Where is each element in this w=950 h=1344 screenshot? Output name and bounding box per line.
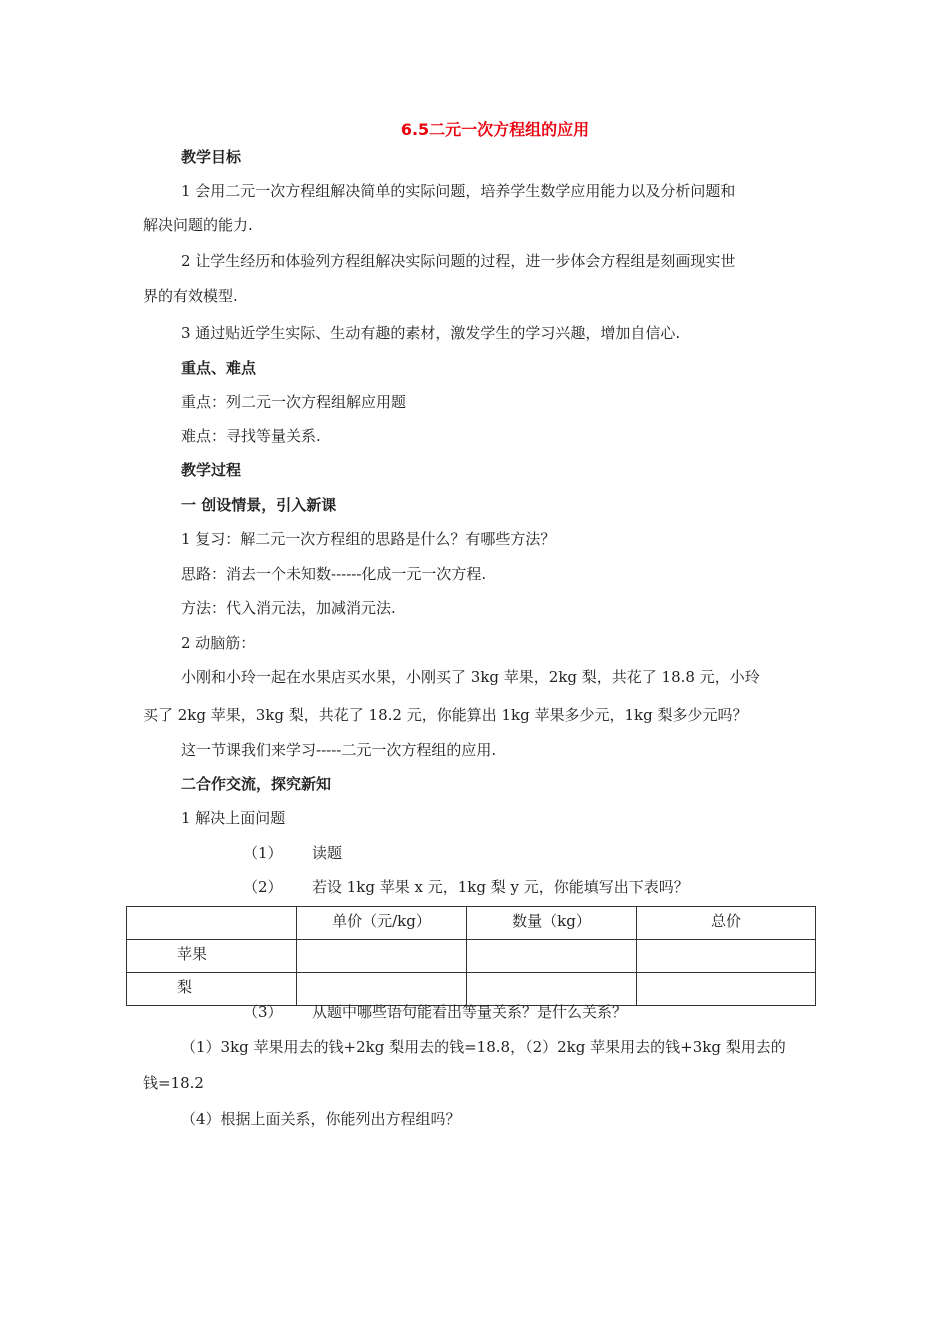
table-row-label: 梨 [127, 973, 297, 1006]
table-row [127, 940, 816, 973]
problem-line-1: 小刚和小玲一起在水果店买水果，小刚买了 3kg 苹果，2kg 梨，共花了 18.8 元，小玲 [181, 668, 760, 686]
goal-2-line-1: 2 让学生经历和体验列方程组解决实际问题的过程，进一步体会方程组是刻画现实世 [181, 252, 736, 270]
step-2-number: （2） [243, 878, 283, 896]
table-header-row [127, 907, 816, 940]
idea-text: 思路：消去一个未知数------化成一元一次方程. [181, 565, 487, 583]
goal-1-line-2: 解决问题的能力. [143, 216, 253, 234]
solve-label: 1 解决上面问题 [181, 809, 286, 827]
table-cell [637, 940, 816, 973]
goal-2-line-2: 界的有效模型. [143, 287, 238, 305]
table-row-label: 苹果 [127, 940, 297, 973]
table-cell [467, 940, 637, 973]
brain-teaser-label: 2 动脑筋： [181, 634, 256, 652]
review-question: 1 复习：解二元一次方程组的思路是什么？有哪些方法？ [181, 530, 556, 548]
step-3-text: 从题中哪些语句能看出等量关系？是什么关系？ [312, 1003, 628, 1021]
key-point: 重点：列二元一次方程组解应用题 [181, 393, 407, 411]
relation-line-1: （1）3kg 苹果用去的钱+2kg 梨用去的钱=18.8，（2）2kg 苹果用去的钱+3kg 梨用去的 [181, 1038, 786, 1056]
step-3-number: （3） [243, 1003, 283, 1021]
goal-3: 3 通过贴近学生实际、生动有趣的素材，激发学生的学习兴趣，增加自信心. [181, 324, 681, 342]
table-cell [637, 973, 816, 1006]
fill-in-table [126, 906, 816, 1006]
table-header-cell: 单价（元/kg） [297, 907, 467, 940]
table-header-cell [127, 907, 297, 940]
intro-text: 这一节课我们来学习-----二元一次方程组的应用. [181, 741, 497, 759]
goal-1-line-1: 1 会用二元一次方程组解决简单的实际问题，培养学生数学应用能力以及分析问题和 [181, 182, 736, 200]
part2-heading: 二合作交流，探究新知 [181, 775, 332, 793]
table-header-cell: 总价 [637, 907, 816, 940]
methods-text: 方法：代入消元法，加减消元法. [181, 599, 396, 617]
page-title: 6.5二元一次方程组的应用 [400, 120, 590, 139]
problem-line-2: 买了 2kg 苹果，3kg 梨，共花了 18.2 元，你能算出 1kg 苹果多少元，1kg 梨多少元吗？ [143, 706, 748, 724]
relation-line-2: 钱=18.2 [143, 1074, 204, 1092]
table-cell [297, 973, 467, 1006]
step-1-text: 读题 [312, 844, 343, 862]
step-4-text: （4）根据上面关系，你能列出方程组吗？ [181, 1110, 461, 1128]
key-heading: 重点、难点 [181, 359, 257, 377]
table-row [127, 973, 816, 1006]
part1-heading: 一 创设情景，引入新课 [181, 496, 337, 514]
table-cell [467, 973, 637, 1006]
step-2-text: 若设 1kg 苹果 x 元，1kg 梨 y 元，你能填写出下表吗？ [312, 878, 689, 896]
step-1-number: （1） [243, 844, 283, 862]
goals-heading: 教学目标 [181, 148, 242, 166]
table-header-cell: 数量（kg） [467, 907, 637, 940]
difficulty: 难点：寻找等量关系. [181, 427, 321, 445]
table-cell [297, 940, 467, 973]
process-heading: 教学过程 [181, 461, 242, 479]
